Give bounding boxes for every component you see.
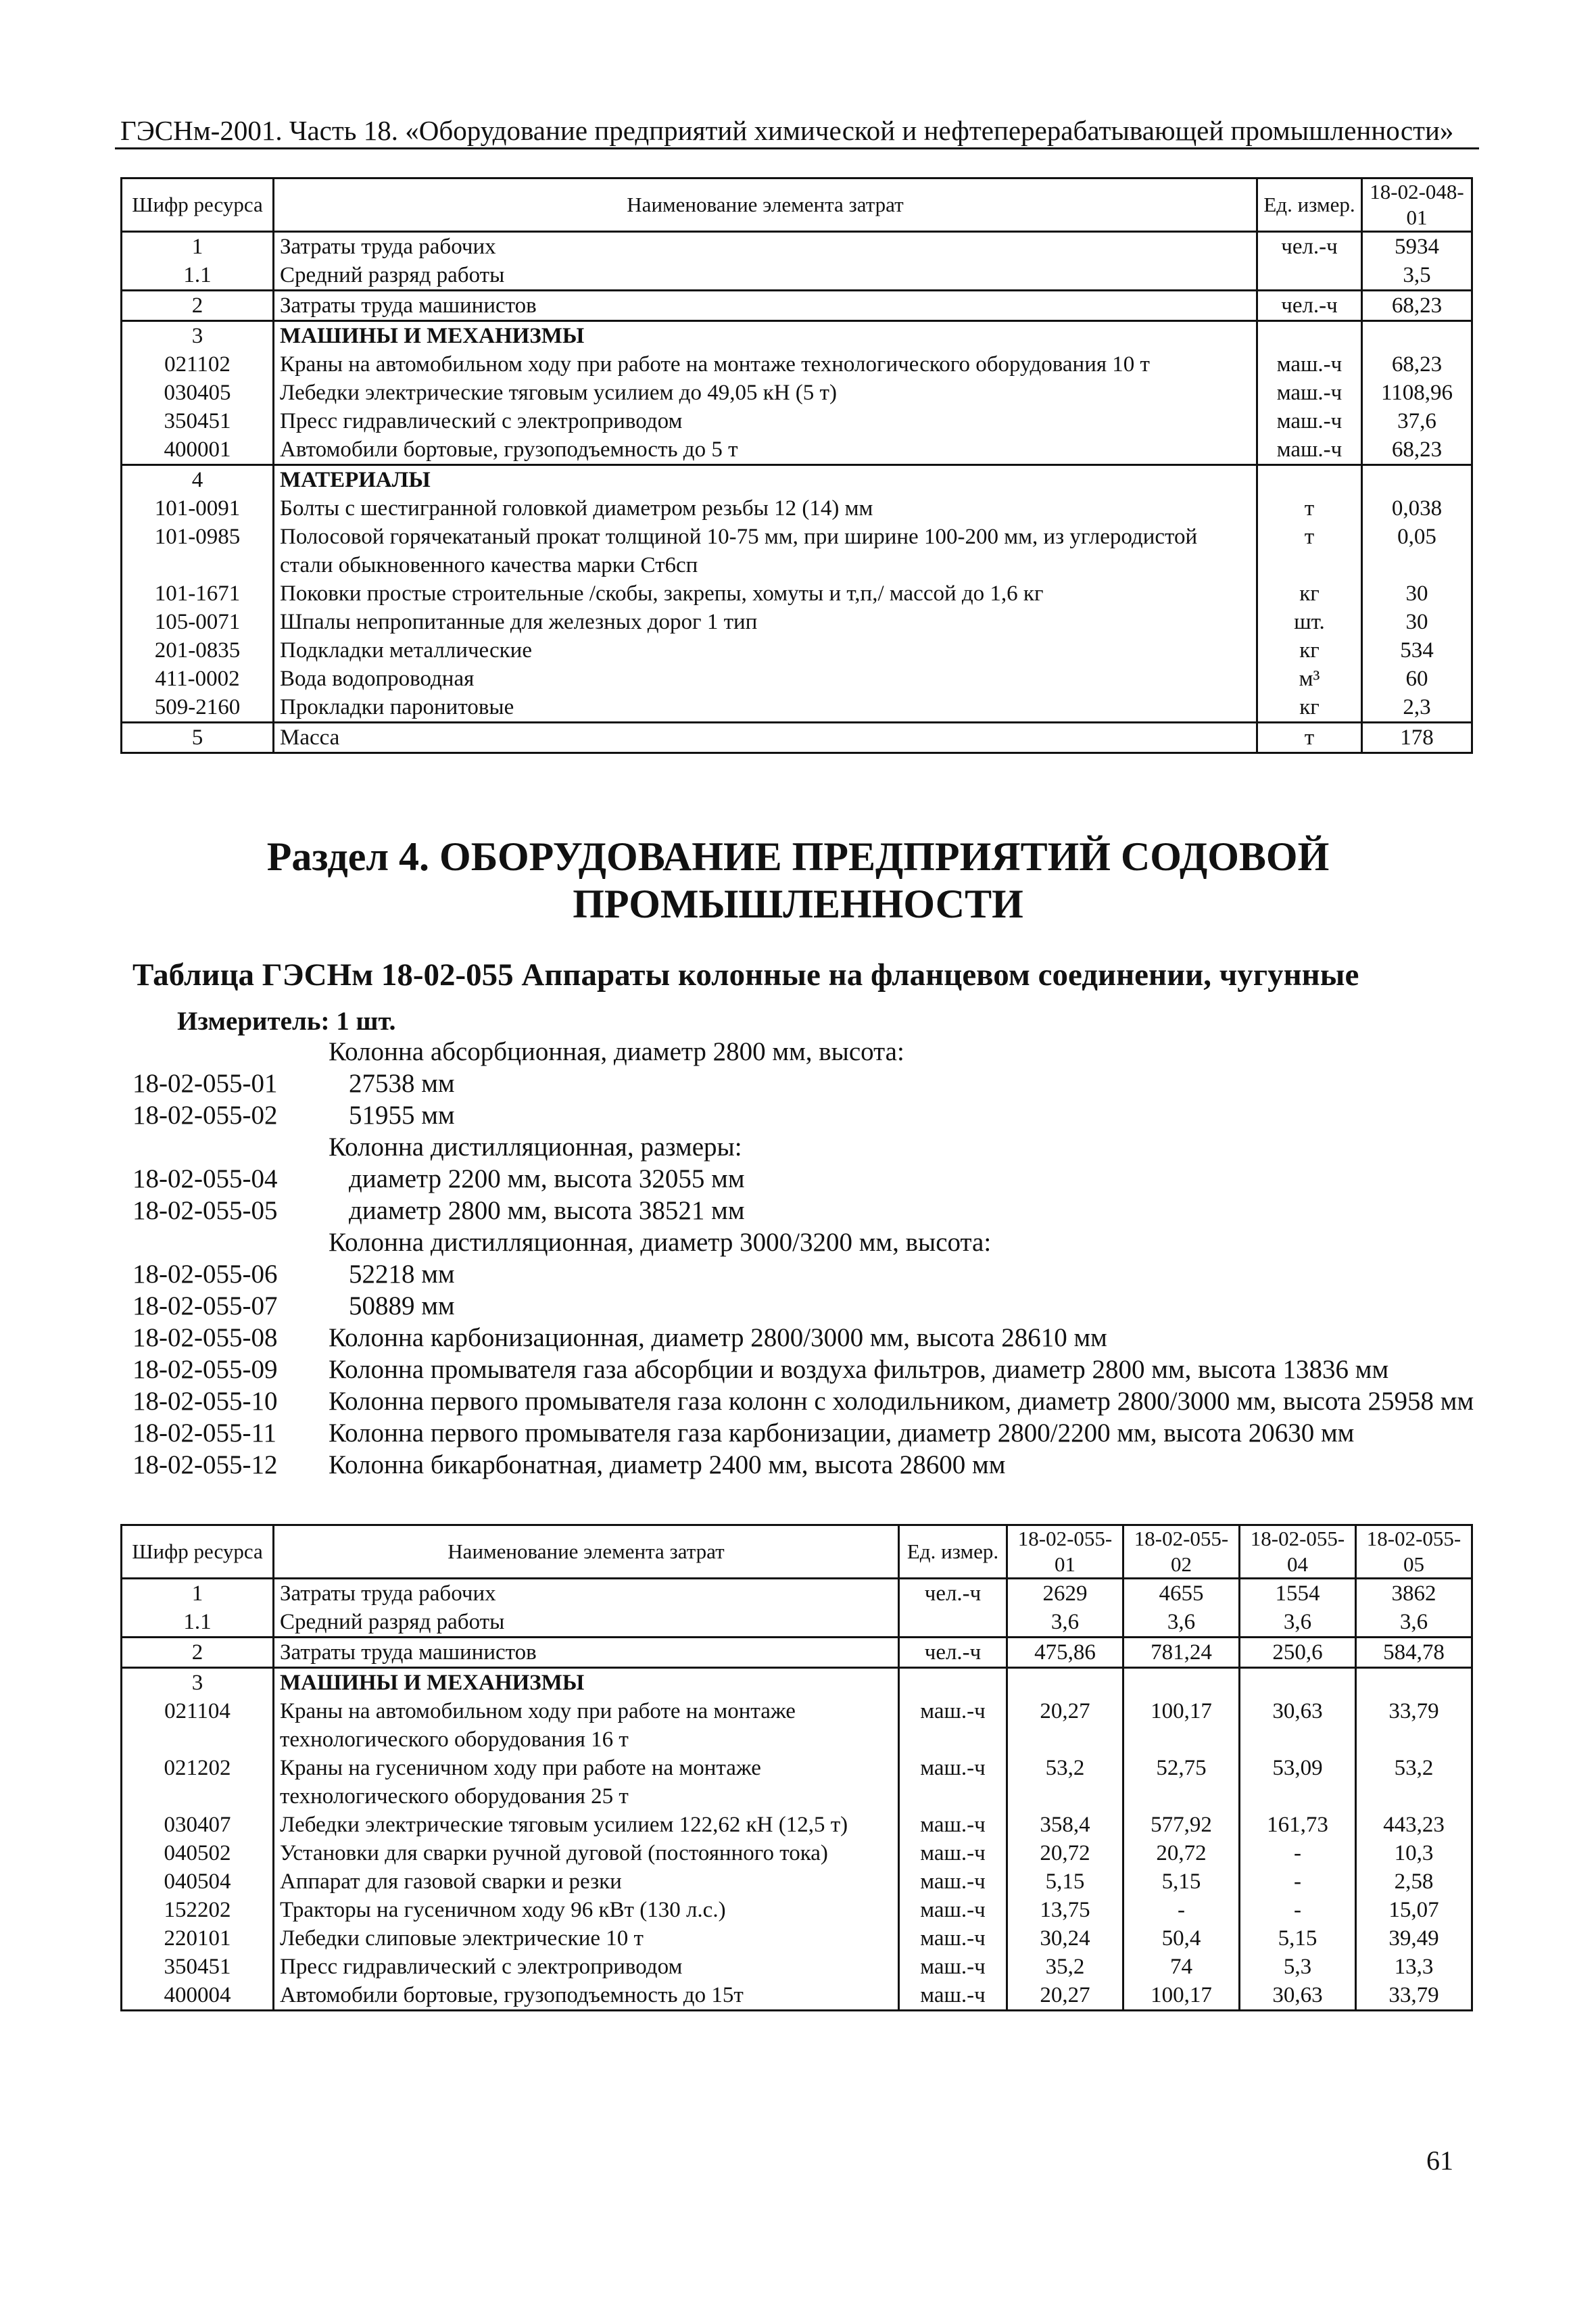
table-row bbox=[122, 1579, 1472, 1608]
variant-description: Колонна дистилляционная, размеры: bbox=[329, 1132, 742, 1162]
norm-value: 68,23 bbox=[1362, 350, 1472, 379]
resource-table-18-02-048 bbox=[120, 177, 1473, 754]
unit-of-measure: маш.-ч bbox=[899, 1697, 1007, 1754]
norm-value: 3,6 bbox=[1007, 1608, 1123, 1638]
table-row bbox=[122, 693, 1472, 723]
variant-description: 27538 мм bbox=[349, 1069, 455, 1098]
cost-element-name: Масса bbox=[274, 723, 1257, 753]
running-header: ГЭСНм-2001. Часть 18. «Оборудование предприятий химической и нефтеперерабатывающей промышленности» bbox=[120, 115, 1454, 146]
cost-element-name: Краны на автомобильном ходу при работе на монтаже технологического оборудования 16 т bbox=[274, 1697, 899, 1754]
resource-code: 152202 bbox=[122, 1896, 274, 1924]
unit-of-measure: т bbox=[1257, 723, 1362, 753]
variant-row bbox=[132, 1036, 1478, 1068]
unit-of-measure: маш.-ч bbox=[899, 1953, 1007, 1981]
cost-element-name: Аппарат для газовой сварки и резки bbox=[274, 1867, 899, 1896]
norm-value: 52,75 bbox=[1123, 1754, 1240, 1811]
resource-code: 1.1 bbox=[122, 261, 274, 291]
unit-of-measure: м³ bbox=[1257, 665, 1362, 693]
norm-value: 443,23 bbox=[1356, 1811, 1472, 1839]
unit-of-measure: чел.-ч bbox=[899, 1579, 1007, 1608]
norm-value bbox=[1362, 321, 1472, 351]
variant-description: 50889 мм bbox=[349, 1291, 455, 1320]
cost-element-name: Краны на автомобильном ходу при работе на монтаже технологического оборудования 10 т bbox=[274, 350, 1257, 379]
variant-description: Колонна первого промывателя газа колонн с холодильником, диаметр 2800/3000 мм, высота 25958 мм bbox=[329, 1387, 1474, 1416]
norm-value: 5,3 bbox=[1240, 1953, 1356, 1981]
norm-value: 20,72 bbox=[1007, 1839, 1123, 1867]
norm-value: 475,86 bbox=[1007, 1638, 1123, 1668]
unit-of-measure: чел.-ч bbox=[1257, 232, 1362, 262]
norm-value: 178 bbox=[1362, 723, 1472, 753]
cost-element-name: Установки для сварки ручной дуговой (постоянного тока) bbox=[274, 1839, 899, 1867]
resource-code: 1.1 bbox=[122, 1608, 274, 1638]
norm-value: 2,58 bbox=[1356, 1867, 1472, 1896]
header-name: Наименование элемента затрат bbox=[274, 178, 1257, 232]
resource-code: 350451 bbox=[122, 407, 274, 435]
variant-code: 18-02-055-12 bbox=[132, 1450, 278, 1479]
resource-code: 2 bbox=[122, 1638, 274, 1668]
norm-value: - bbox=[1123, 1896, 1240, 1924]
resource-code: 101-0091 bbox=[122, 494, 274, 523]
resource-code: 201-0835 bbox=[122, 636, 274, 665]
resource-code: 021102 bbox=[122, 350, 274, 379]
unit-of-measure: маш.-ч bbox=[899, 1896, 1007, 1924]
variant-row bbox=[132, 1195, 1478, 1226]
cost-element-name: Подкладки металлические bbox=[274, 636, 1257, 665]
unit-of-measure: чел.-ч bbox=[1257, 291, 1362, 321]
norm-value: 5934 bbox=[1362, 232, 1472, 262]
variant-row bbox=[132, 1449, 1478, 1481]
header-col: 18-02-048-01 bbox=[1362, 178, 1472, 232]
variant-code: 18-02-055-05 bbox=[132, 1196, 278, 1225]
cost-element-name: Краны на гусеничном ходу при работе на монтаже технологического оборудования 25 т bbox=[274, 1754, 899, 1811]
variant-description: 51955 мм bbox=[349, 1101, 455, 1130]
norm-value: 3862 bbox=[1356, 1579, 1472, 1608]
variant-row bbox=[132, 1385, 1478, 1417]
category-row bbox=[122, 465, 1472, 495]
variant-code: 18-02-055-09 bbox=[132, 1355, 278, 1384]
norm-value: 4655 bbox=[1123, 1579, 1240, 1608]
cost-element-name: Тракторы на гусеничном ходу 96 кВт (130 л.с.) bbox=[274, 1896, 899, 1924]
norm-value bbox=[1356, 1668, 1472, 1698]
resource-code: 1 bbox=[122, 232, 274, 262]
norm-value: 30,24 bbox=[1007, 1924, 1123, 1953]
resource-code: 4 bbox=[122, 465, 274, 495]
resource-code: 3 bbox=[122, 321, 274, 351]
variant-code: 18-02-055-11 bbox=[132, 1418, 277, 1448]
norm-value: 53,2 bbox=[1356, 1754, 1472, 1811]
table-body bbox=[122, 1579, 1472, 2011]
unit-of-measure: маш.-ч bbox=[899, 1867, 1007, 1896]
norm-value: 37,6 bbox=[1362, 407, 1472, 435]
variant-code: 18-02-055-02 bbox=[132, 1101, 278, 1130]
variant-description: диаметр 2800 мм, высота 38521 мм bbox=[349, 1196, 745, 1225]
norm-value: 10,3 bbox=[1356, 1839, 1472, 1867]
norm-value: - bbox=[1240, 1839, 1356, 1867]
header-unit: Ед. измер. bbox=[899, 1525, 1007, 1579]
unit-of-measure: маш.-ч bbox=[1257, 379, 1362, 407]
cost-element-name: Пресс гидравлический с электроприводом bbox=[274, 407, 1257, 435]
norm-value: 2,3 bbox=[1362, 693, 1472, 723]
norm-value: 161,73 bbox=[1240, 1811, 1356, 1839]
norm-value: 74 bbox=[1123, 1953, 1240, 1981]
norm-value: 68,23 bbox=[1362, 435, 1472, 465]
variant-description: 52218 мм bbox=[349, 1260, 455, 1289]
unit-of-measure: маш.-ч bbox=[899, 1754, 1007, 1811]
category-row bbox=[122, 321, 1472, 351]
table-row bbox=[122, 435, 1472, 465]
variant-code: 18-02-055-10 bbox=[132, 1387, 278, 1416]
norm-value: 60 bbox=[1362, 665, 1472, 693]
table-row bbox=[122, 291, 1472, 321]
unit-of-measure: чел.-ч bbox=[899, 1638, 1007, 1668]
cost-element-name: Затраты труда машинистов bbox=[274, 291, 1257, 321]
norm-value: - bbox=[1240, 1867, 1356, 1896]
header-col-3: 18-02-055-04 bbox=[1240, 1525, 1356, 1579]
unit-of-measure bbox=[1257, 465, 1362, 495]
variant-description: Колонна первого промывателя газа карбонизации, диаметр 2800/2200 мм, высота 20630 мм bbox=[329, 1418, 1355, 1448]
norm-value: 20,27 bbox=[1007, 1981, 1123, 2011]
header-col-1: 18-02-055-01 bbox=[1007, 1525, 1123, 1579]
cost-element-name: Лебедки электрические тяговым усилием 122,62 кН (12,5 т) bbox=[274, 1811, 899, 1839]
unit-of-measure bbox=[1257, 321, 1362, 351]
norm-value bbox=[1240, 1668, 1356, 1698]
resource-code: 400001 bbox=[122, 435, 274, 465]
table-row bbox=[122, 579, 1472, 608]
variant-row bbox=[132, 1322, 1478, 1354]
norm-value: 3,6 bbox=[1356, 1608, 1472, 1638]
table-row bbox=[122, 350, 1472, 379]
norm-value: 3,5 bbox=[1362, 261, 1472, 291]
table-row bbox=[122, 261, 1472, 291]
norm-value: 53,09 bbox=[1240, 1754, 1356, 1811]
variant-row bbox=[132, 1290, 1478, 1322]
resource-table-18-02-055 bbox=[120, 1524, 1473, 2011]
variant-code: 18-02-055-07 bbox=[132, 1291, 278, 1320]
unit-of-measure: маш.-ч bbox=[1257, 350, 1362, 379]
cost-element-name: Затраты труда рабочих bbox=[274, 1579, 899, 1608]
resource-code: 040504 bbox=[122, 1867, 274, 1896]
cost-element-name: МАТЕРИАЛЫ bbox=[274, 465, 1257, 495]
variant-code: 18-02-055-04 bbox=[132, 1164, 278, 1193]
norm-value: 584,78 bbox=[1356, 1638, 1472, 1668]
variant-row bbox=[132, 1068, 1478, 1099]
table-row bbox=[122, 636, 1472, 665]
norm-value: 577,92 bbox=[1123, 1811, 1240, 1839]
unit-of-measure: маш.-ч bbox=[899, 1839, 1007, 1867]
category-row bbox=[122, 1668, 1472, 1698]
measure-label: Измеритель: bbox=[177, 1007, 330, 1036]
unit-of-measure bbox=[899, 1608, 1007, 1638]
resource-code: 400004 bbox=[122, 1981, 274, 2011]
cost-element-name: Прокладки паронитовые bbox=[274, 693, 1257, 723]
resource-code: 040502 bbox=[122, 1839, 274, 1867]
table-row bbox=[122, 407, 1472, 435]
norm-value: 30 bbox=[1362, 579, 1472, 608]
table-row bbox=[122, 523, 1472, 579]
cost-element-name: МАШИНЫ И МЕХАНИЗМЫ bbox=[274, 321, 1257, 351]
variant-description: Колонна дистилляционная, диаметр 3000/3200 мм, высота: bbox=[329, 1228, 992, 1257]
table-row bbox=[122, 723, 1472, 753]
resource-code: 350451 bbox=[122, 1953, 274, 1981]
table-row bbox=[122, 1754, 1472, 1811]
norm-value bbox=[1362, 465, 1472, 495]
unit-of-measure: т bbox=[1257, 494, 1362, 523]
norm-value bbox=[1123, 1668, 1240, 1698]
norm-value: 3,6 bbox=[1123, 1608, 1240, 1638]
norm-value: 5,15 bbox=[1240, 1924, 1356, 1953]
norm-value: 2629 bbox=[1007, 1579, 1123, 1608]
table-row bbox=[122, 1924, 1472, 1953]
unit-of-measure bbox=[899, 1668, 1007, 1698]
norm-value: 30 bbox=[1362, 608, 1472, 636]
norm-value: 30,63 bbox=[1240, 1697, 1356, 1754]
table-title: Таблица ГЭСНм 18-02-055 Аппараты колонные на фланцевом соединении, чугунные bbox=[132, 957, 1359, 993]
table-row bbox=[122, 1608, 1472, 1638]
norm-value: 100,17 bbox=[1123, 1697, 1240, 1754]
measure-value: 1 шт. bbox=[336, 1007, 396, 1036]
resource-code: 101-1671 bbox=[122, 579, 274, 608]
header-code: Шифр ресурса bbox=[122, 178, 274, 232]
cost-element-name: Лебедки слиповые электрические 10 т bbox=[274, 1924, 899, 1953]
norm-value: 1554 bbox=[1240, 1579, 1356, 1608]
table-body bbox=[122, 232, 1472, 753]
cost-element-name: Автомобили бортовые, грузоподъемность до 15т bbox=[274, 1981, 899, 2011]
cost-element-name: Болты с шестигранной головкой диаметром резьбы 12 (14) мм bbox=[274, 494, 1257, 523]
header-col-4: 18-02-055-05 bbox=[1356, 1525, 1472, 1579]
variant-code: 18-02-055-06 bbox=[132, 1260, 278, 1289]
header-col-2: 18-02-055-02 bbox=[1123, 1525, 1240, 1579]
variants-list bbox=[132, 1036, 1478, 1481]
variant-description: Колонна промывателя газа абсорбции и воздуха фильтров, диаметр 2800 мм, высота 13836 мм bbox=[329, 1355, 1389, 1384]
norm-value: 20,27 bbox=[1007, 1697, 1123, 1754]
norm-value: 781,24 bbox=[1123, 1638, 1240, 1668]
cost-element-name: МАШИНЫ И МЕХАНИЗМЫ bbox=[274, 1668, 899, 1698]
resource-code: 030405 bbox=[122, 379, 274, 407]
table-row bbox=[122, 1896, 1472, 1924]
resource-code: 021104 bbox=[122, 1697, 274, 1754]
norm-value: 33,79 bbox=[1356, 1981, 1472, 2011]
variant-description: диаметр 2200 мм, высота 32055 мм bbox=[349, 1164, 745, 1193]
unit-of-measure bbox=[1257, 261, 1362, 291]
table-row bbox=[122, 379, 1472, 407]
variant-row bbox=[132, 1258, 1478, 1290]
norm-value: 534 bbox=[1362, 636, 1472, 665]
resource-code: 411-0002 bbox=[122, 665, 274, 693]
cost-element-name: Средний разряд работы bbox=[274, 1608, 899, 1638]
cost-element-name: Вода водопроводная bbox=[274, 665, 1257, 693]
norm-value: 13,75 bbox=[1007, 1896, 1123, 1924]
norm-value: 68,23 bbox=[1362, 291, 1472, 321]
unit-of-measure: т bbox=[1257, 523, 1362, 579]
header-rule bbox=[115, 147, 1479, 149]
norm-value: 30,63 bbox=[1240, 1981, 1356, 2011]
cost-element-name: Автомобили бортовые, грузоподъемность до 5 т bbox=[274, 435, 1257, 465]
norm-value: 50,4 bbox=[1123, 1924, 1240, 1953]
norm-value: 0,038 bbox=[1362, 494, 1472, 523]
unit-of-measure: кг bbox=[1257, 636, 1362, 665]
cost-element-name: Лебедки электрические тяговым усилием до 49,05 кН (5 т) bbox=[274, 379, 1257, 407]
resource-code: 030407 bbox=[122, 1811, 274, 1839]
norm-value: 5,15 bbox=[1123, 1867, 1240, 1896]
variant-row bbox=[132, 1226, 1478, 1258]
cost-element-name: Средний разряд работы bbox=[274, 261, 1257, 291]
norm-value: 3,6 bbox=[1240, 1608, 1356, 1638]
unit-of-measure: кг bbox=[1257, 579, 1362, 608]
table-row bbox=[122, 665, 1472, 693]
norm-value: 15,07 bbox=[1356, 1896, 1472, 1924]
header-code: Шифр ресурса bbox=[122, 1525, 274, 1579]
variant-row bbox=[132, 1417, 1478, 1449]
section-title: Раздел 4. ОБОРУДОВАНИЕ ПРЕДПРИЯТИЙ СОДОВОЙ ПРОМЫШЛЕННОСТИ bbox=[266, 834, 1330, 926]
table-row bbox=[122, 608, 1472, 636]
variant-row bbox=[132, 1099, 1478, 1131]
resource-code: 5 bbox=[122, 723, 274, 753]
unit-of-measure: шт. bbox=[1257, 608, 1362, 636]
norm-value bbox=[1007, 1668, 1123, 1698]
cost-element-name: Затраты труда машинистов bbox=[274, 1638, 899, 1668]
measure-line bbox=[177, 1006, 395, 1037]
variant-description: Колонна абсорбционная, диаметр 2800 мм, высота: bbox=[329, 1037, 904, 1066]
norm-value: 13,3 bbox=[1356, 1953, 1472, 1981]
cost-element-name: Поковки простые строительные /скобы, закрепы, хомуты и т,п,/ массой до 1,6 кг bbox=[274, 579, 1257, 608]
norm-value: 20,72 bbox=[1123, 1839, 1240, 1867]
table-row bbox=[122, 1697, 1472, 1754]
unit-of-measure: маш.-ч bbox=[899, 1811, 1007, 1839]
norm-value: 39,49 bbox=[1356, 1924, 1472, 1953]
variant-code: 18-02-055-08 bbox=[132, 1323, 278, 1352]
resource-code: 220101 bbox=[122, 1924, 274, 1953]
cost-element-name: Пресс гидравлический с электроприводом bbox=[274, 1953, 899, 1981]
cost-element-name: Полосовой горячекатаный прокат толщиной 10-75 мм, при ширине 100-200 мм, из углеродистой стали обыкновенного качества марки Ст6сп bbox=[274, 523, 1257, 579]
unit-of-measure: маш.-ч bbox=[899, 1981, 1007, 2011]
table-row bbox=[122, 1953, 1472, 1981]
header-unit: Ед. измер. bbox=[1257, 178, 1362, 232]
table-row bbox=[122, 1811, 1472, 1839]
norm-value: 0,05 bbox=[1362, 523, 1472, 579]
norm-value: 250,6 bbox=[1240, 1638, 1356, 1668]
variant-description: Колонна бикарбонатная, диаметр 2400 мм, высота 28600 мм bbox=[329, 1450, 1006, 1479]
resource-code: 3 bbox=[122, 1668, 274, 1698]
unit-of-measure: маш.-ч bbox=[899, 1924, 1007, 1953]
norm-value: 33,79 bbox=[1356, 1697, 1472, 1754]
unit-of-measure: маш.-ч bbox=[1257, 435, 1362, 465]
variant-description: Колонна карбонизационная, диаметр 2800/3000 мм, высота 28610 мм bbox=[329, 1323, 1107, 1352]
norm-value: 53,2 bbox=[1007, 1754, 1123, 1811]
variant-row bbox=[132, 1163, 1478, 1195]
norm-value: 100,17 bbox=[1123, 1981, 1240, 2011]
norm-value: 5,15 bbox=[1007, 1867, 1123, 1896]
norm-value: 1108,96 bbox=[1362, 379, 1472, 407]
table-row bbox=[122, 1867, 1472, 1896]
header-name: Наименование элемента затрат bbox=[274, 1525, 899, 1579]
table-row bbox=[122, 1638, 1472, 1668]
variant-code: 18-02-055-01 bbox=[132, 1069, 278, 1098]
variant-row bbox=[132, 1131, 1478, 1163]
table-row bbox=[122, 494, 1472, 523]
resource-code: 509-2160 bbox=[122, 693, 274, 723]
norm-value: 35,2 bbox=[1007, 1953, 1123, 1981]
norm-value: 358,4 bbox=[1007, 1811, 1123, 1839]
resource-code: 2 bbox=[122, 291, 274, 321]
cost-element-name: Шпалы непропитанные для железных дорог 1 тип bbox=[274, 608, 1257, 636]
table-row bbox=[122, 1981, 1472, 2011]
resource-code: 021202 bbox=[122, 1754, 274, 1811]
resource-code: 101-0985 bbox=[122, 523, 274, 579]
resource-code: 1 bbox=[122, 1579, 274, 1608]
table-row bbox=[122, 1839, 1472, 1867]
unit-of-measure: маш.-ч bbox=[1257, 407, 1362, 435]
norm-value: - bbox=[1240, 1896, 1356, 1924]
cost-element-name: Затраты труда рабочих bbox=[274, 232, 1257, 262]
resource-code: 105-0071 bbox=[122, 608, 274, 636]
unit-of-measure: кг bbox=[1257, 693, 1362, 723]
table-row bbox=[122, 232, 1472, 262]
variant-row bbox=[132, 1354, 1478, 1385]
page-number: 61 bbox=[1426, 2145, 1453, 2176]
